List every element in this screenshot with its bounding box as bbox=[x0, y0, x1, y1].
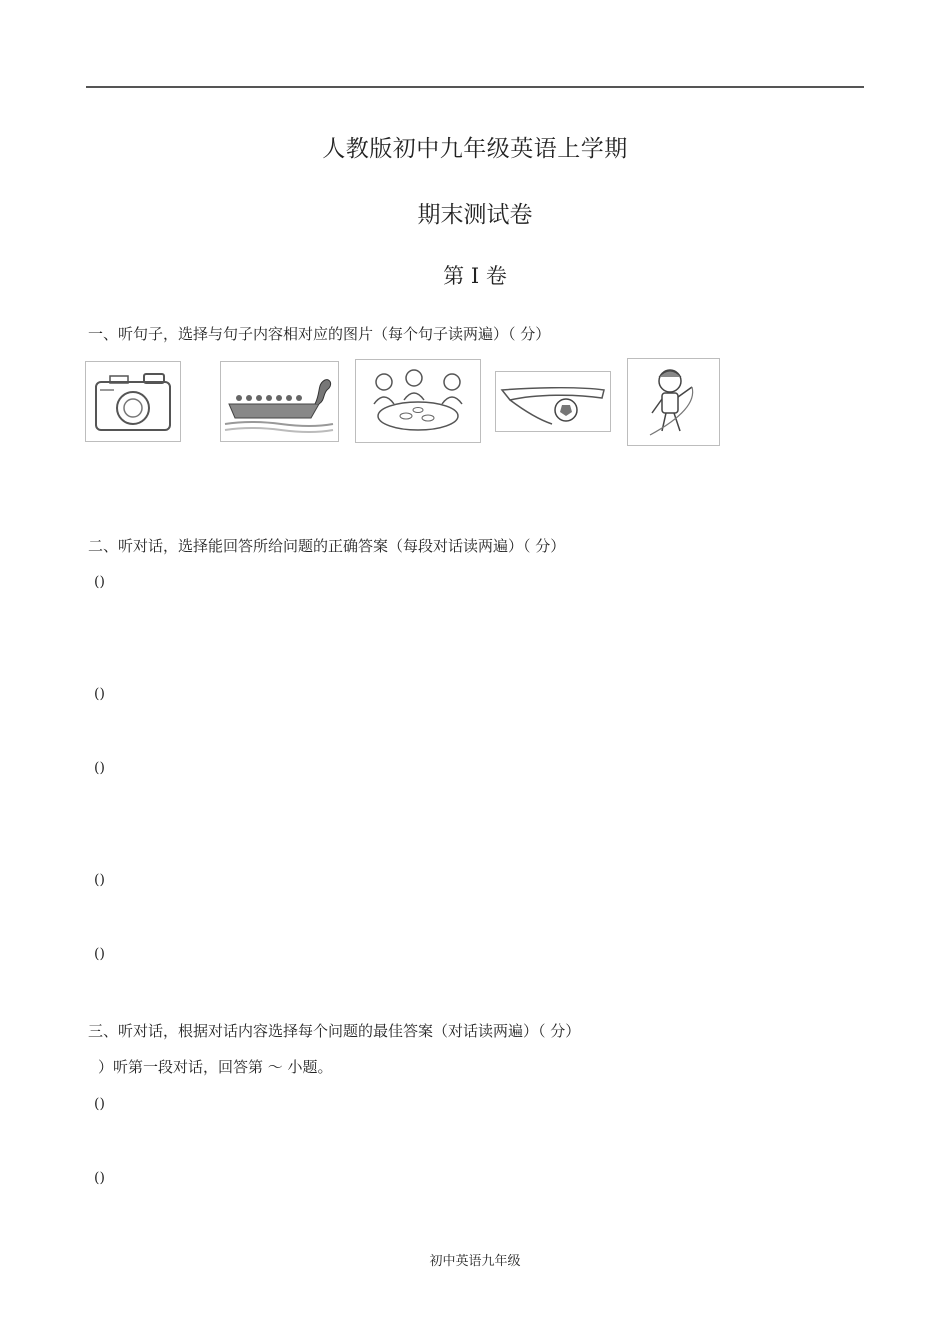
answer-blank[interactable]: () bbox=[94, 686, 105, 702]
top-rule bbox=[86, 86, 864, 88]
answer-blank[interactable]: () bbox=[94, 872, 105, 888]
soccer-ball-icon bbox=[495, 371, 611, 432]
answer-blank[interactable]: () bbox=[94, 574, 105, 590]
answer-blank[interactable]: () bbox=[94, 1170, 105, 1186]
section-three-heading: 三、听对话，根据对话内容选择每个问题的最佳答案（对话读两遍）（ 分） bbox=[88, 1022, 581, 1040]
dragon-boat-icon bbox=[220, 361, 339, 442]
page-subtitle: 期末测试卷 bbox=[417, 202, 533, 228]
section-one-heading: 一、听句子，选择与句子内容相对应的图片（每个句子读两遍）（ 分） bbox=[88, 325, 551, 343]
volume-label: 第 I 卷 bbox=[443, 264, 507, 288]
answer-blank[interactable]: () bbox=[94, 946, 105, 962]
answer-blank[interactable]: () bbox=[94, 760, 105, 776]
page-title: 人教版初中九年级英语上学期 bbox=[322, 136, 628, 162]
page-footer: 初中英语九年级 bbox=[429, 1254, 521, 1269]
family-dinner-icon bbox=[355, 359, 481, 443]
camera-icon bbox=[85, 361, 181, 442]
answer-blank[interactable]: () bbox=[94, 1096, 105, 1112]
section-two-heading: 二、听对话，选择能回答所给问题的正确答案（每段对话读两遍）（ 分） bbox=[88, 537, 566, 555]
section-three-subheading: ）听第一段对话，回答第 ～ 小题。 bbox=[98, 1058, 333, 1076]
climber-icon bbox=[627, 358, 720, 446]
